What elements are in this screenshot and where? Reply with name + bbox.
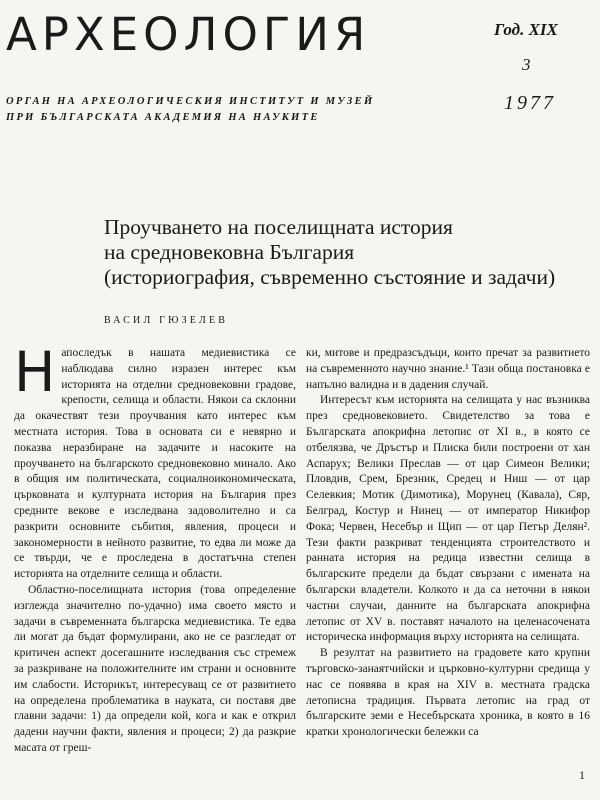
article-title-line: на средновековна България xyxy=(104,240,355,264)
drop-cap: Н xyxy=(14,340,56,404)
publisher-line-1: ОРГАН НА АРХЕОЛОГИЧЕСКИЯ ИНСТИТУТ И МУЗЕЙ xyxy=(6,96,375,107)
article-title-line: Проучването на поселищната история xyxy=(104,215,453,239)
paragraph: Областно-поселищната история (това определение изглежда значително по-удачно) има своето място и задачи в съвременната българска медиевистика. Те едва ли могат да бъдат формулирани, ако не се разгледат от критичен аспект досегашните изследвания със стремеж за разкриване на положителните им страни и основните им слабости. Историкът, интересуващ се от развитието на определена проблематика в науката, си поставя две главни задачи: 1) да определи кой, кога и как е открил дадени научни факти, явления и процеси; 2) да разкрие масата от греш- xyxy=(14,583,296,754)
paragraph: ки, митове и предразсъдъци, които пречат за развитието на съвременното научно знание.¹ Тази обща постановка е напълно валидна и в дадения случай. xyxy=(306,347,590,391)
page-number: 1 xyxy=(579,768,585,782)
text-column-right xyxy=(306,346,590,741)
journal-title: АРХЕОЛОГИЯ xyxy=(6,8,371,61)
text-column-left xyxy=(14,340,296,757)
article-subtitle: (историография, съвременно състояние и задачи) xyxy=(104,265,556,289)
article-author: ВАСИЛ ГЮЗЕЛЕВ xyxy=(104,315,229,326)
publisher-line-2: ПРИ БЪЛГАРСКАТА АКАДЕМИЯ НА НАУКИТЕ xyxy=(6,112,320,123)
paragraph-text: апоследък в нашата медиевистика се наблюдава силно изразен интерес към историята на отделни средновековни градове, крепости, селища и области. Някои са склонни да окачествят тези проучвания като интерес към местната история. Това в основата си е невярно и показва неразбиране на задачите и насоките на проучването на българското средновековно минало. Ако в общия им политическата, социалноикономическата, църковната и културната история на България през средните векове е изследвана задоволително и са разкрити основните събития, явления, процеси и закономерности в нейното развитие, то едва ли може да се твърди, че е проследена в достатъчна степен историята на отделните селища и области. xyxy=(14,347,296,581)
paragraph: Интересът към историята на селищата у нас възниква през средновековието. Свидетелство за това е Българската апокрифна летопис от XI в., в която се отбелязва, че Дръстър и Плиска били построени от хан Аспарух; Велики Преслав — от цар Симеон Велики; Пловдив, Срем, Брезник, Средец и Ниш — от цар Селевкия; Мотик (Димотика), Морунец (Кавала), Сяр, Белград, Костур и Нинец — от император Никифор Фока; Червен, Несебър и Щип — от цар Петър Делян². Тези факти разкриват тенденцията строителството и ранната история на редица известни селища в българските предели да бъдат свързани с имената на български владетели. Колкото и да са неточни в някои частни случаи, данните на българската апокрифна летопис от XV в. поставят началото на целенасочената историческа информация върху историята на селищата. xyxy=(306,394,590,644)
issue-number: 3 xyxy=(522,55,531,74)
volume-label: Год. XIX xyxy=(494,20,558,39)
paragraph xyxy=(14,340,296,583)
article-title xyxy=(104,215,555,290)
paragraph: В резултат на развитието на градовете като крупни търговско-занаятчийски и църковно-културни средища у нас се появява в края на XIV в. местната градска летописна традиция. Първата летопис на град от българските земи е Несебърската хроника, в която в 16 кратки хронологически бележки са xyxy=(306,647,590,739)
issue-year: 1977 xyxy=(504,92,556,114)
